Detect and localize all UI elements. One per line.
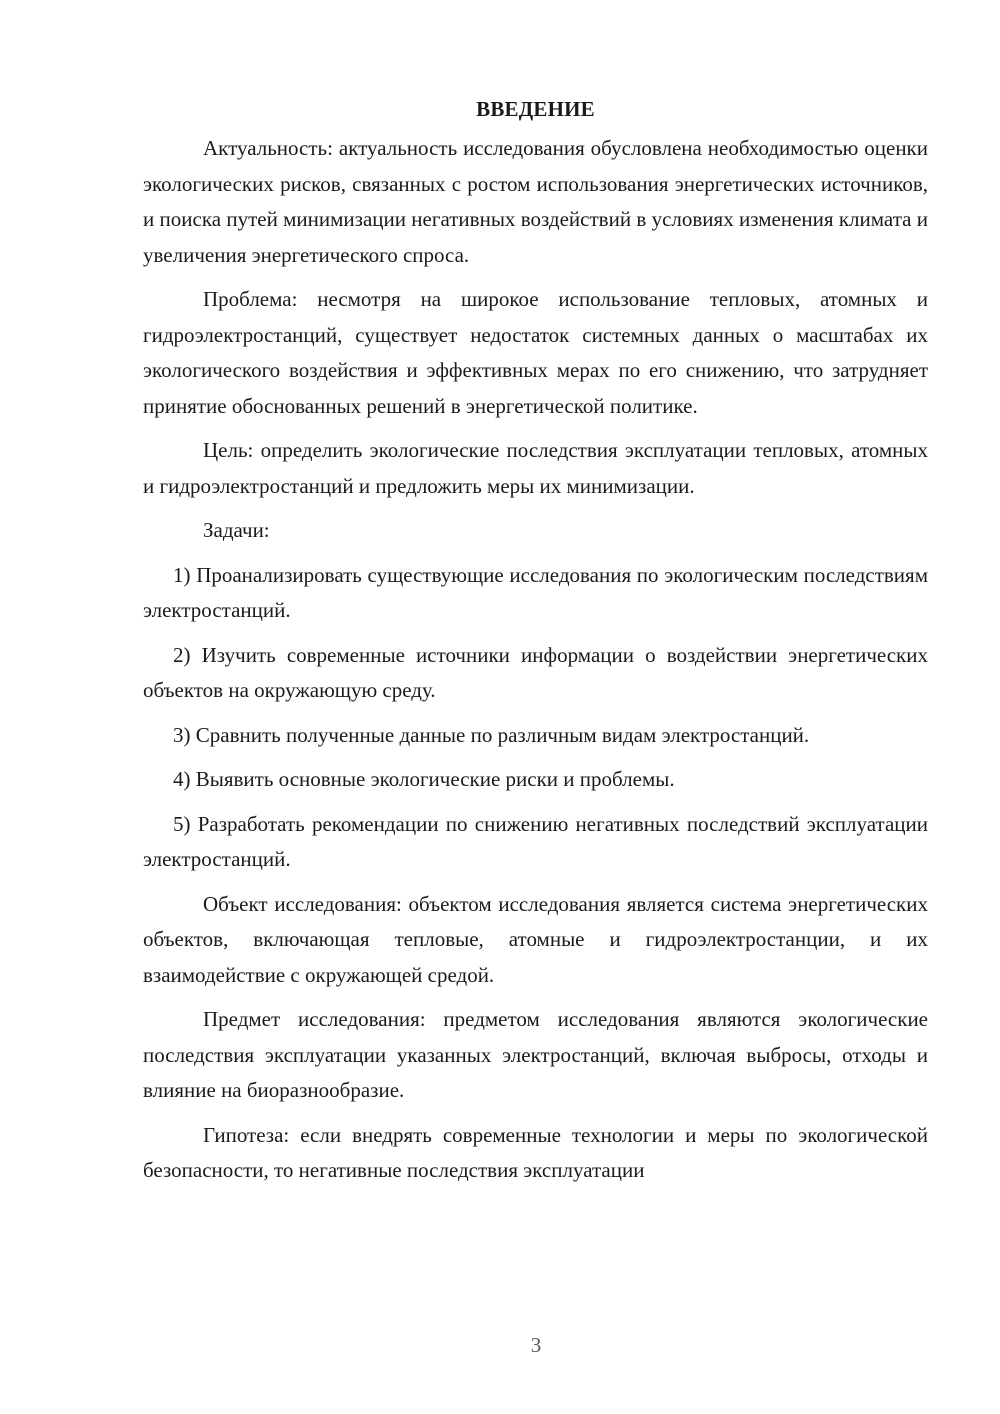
document-page — [143, 92, 928, 1189]
task-item-5: 5) Разработать рекомендации по снижению негативных последствий эксплуатации электростанций. — [143, 811, 928, 871]
page-title: ВВЕДЕНИЕ — [476, 97, 595, 121]
task-item-3: 3) Сравнить полученные данные по различным видам электростанций. — [173, 722, 810, 747]
paragraph-tasks-heading: Задачи: — [203, 518, 270, 542]
task-item-1: 1) Проанализировать существующие исследования по экологическим последствиям электростанций. — [143, 562, 928, 622]
paragraph-object: Объект исследования: объектом исследования является система энергетических объектов, включающая тепловые, атомные и гидроэлектростанции, и их взаимодействие с окружающей средой. — [143, 891, 928, 987]
paragraph-relevance: Актуальность: актуальность исследования обусловлена необходимостью оценки экологических рисков, связанных с ростом использования энергетических источников, и поиска путей минимизации негативных воздействий в условиях изменения климата и увеличения энергетического спроса. — [143, 136, 928, 267]
task-item-2: 2) Изучить современные источники информации о воздействии энергетических объектов на окружающую среду. — [143, 642, 928, 702]
paragraph-goal: Цель: определить экологические последствия эксплуатации тепловых, атомных и гидроэлектростанций и предложить меры их минимизации. — [143, 438, 928, 498]
paragraph-subject: Предмет исследования: предметом исследования являются экологические последствия эксплуатации указанных электростанций, включая выбросы, отходы и влияние на биоразнообразие. — [143, 1007, 928, 1102]
page-number: 3 — [530, 1333, 542, 1357]
task-item-4: 4) Выявить основные экологические риски и проблемы. — [173, 767, 675, 791]
paragraph-hypothesis: Гипотеза: если внедрять современные технологии и меры по экологической безопасности, то негативные последствия эксплуатации — [143, 1122, 928, 1182]
paragraph-problem: Проблема: несмотря на широкое использование тепловых, атомных и гидроэлектростанций, существует недостаток системных данных о масштабах их экологического воздействия и эффективных мерах по его снижению, что затрудняет принятие обоснованных решений в энергетической политике. — [143, 287, 928, 418]
